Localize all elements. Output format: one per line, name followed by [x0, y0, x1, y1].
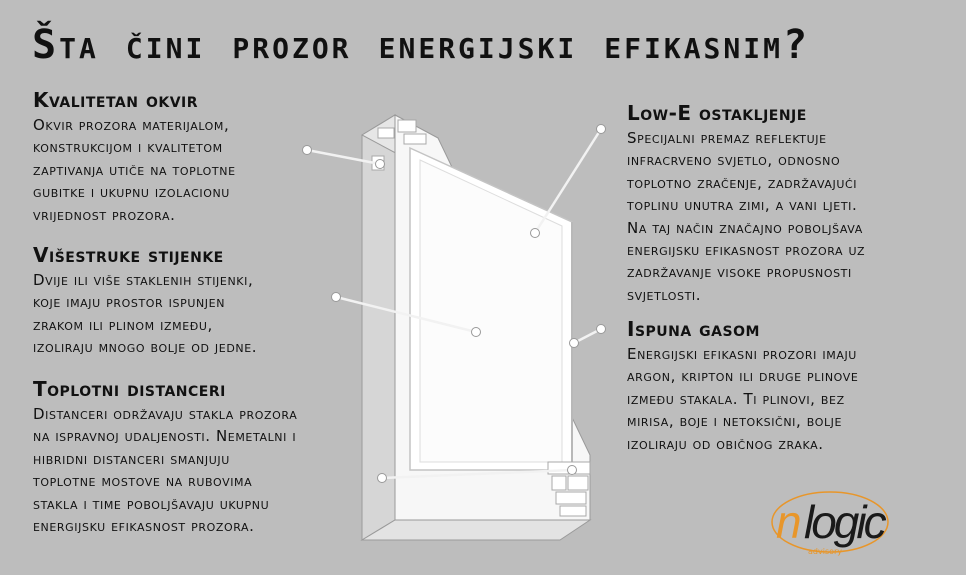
callout-dot	[332, 293, 341, 302]
section-line: Okvir prozora materijalom,	[33, 116, 230, 134]
section-line: toplotno zračenje, zadržavajući	[627, 173, 858, 192]
section-line: vrijednost prozora.	[33, 205, 176, 224]
section-line: hibridni distanceri smanjuju	[33, 449, 230, 468]
section-line: argon, kripton ili druge plinove	[627, 367, 859, 386]
callout-dot	[378, 474, 387, 483]
callout-line-low-e	[535, 129, 601, 233]
section-line: između stakala. Ti plinovi, bez	[627, 389, 845, 408]
section-heading: Kvalitetan okvir	[33, 88, 199, 112]
page-title: Šta čini prozor energijski efikasnim?	[32, 22, 811, 68]
logo-text: logic	[804, 496, 884, 548]
section-line: Distanceri održavaju stakla prozora	[33, 405, 298, 423]
section-heading: Višestruke stijenke	[33, 243, 224, 267]
section-line: stakla i time poboljšavaju ukupnu	[33, 494, 270, 513]
section-line: Dvije ili više staklenih stijenki,	[33, 271, 254, 289]
callout-dot	[531, 229, 540, 238]
nlogic-logo	[760, 470, 890, 560]
section-line: izoliraju od običnog zraka.	[627, 434, 824, 453]
section-line: izoliraju mnogo bolje od jedne.	[33, 338, 258, 357]
section-line: toplotne mostove na rubovima	[33, 472, 253, 491]
section-line: na ispravnoj udaljenosti. Nemetalni i	[33, 427, 297, 446]
section-line: koje imaju prostor ispunjen	[33, 293, 226, 312]
section-line: energijsku efikasnost prozora.	[33, 517, 255, 536]
section-line: gubitke i ukupnu izolacionu	[33, 183, 230, 202]
glass-pane-inner	[420, 160, 562, 462]
callout-dot	[570, 339, 579, 348]
callout-dot	[597, 125, 606, 134]
callout-dot	[303, 146, 312, 155]
section-line: mirisa, boje i netoksični, bolje	[627, 412, 843, 431]
logo-subtext: advisory	[808, 547, 843, 556]
section-heading: Low-E ostakljenje	[627, 101, 807, 125]
logo-n-letter: n	[776, 496, 800, 548]
section-line: svjetlosti.	[627, 285, 702, 304]
section-line: zaptivanja utiče na toplotne	[33, 160, 236, 179]
callout-dot	[376, 160, 385, 169]
section-line: infracrveno svjetlo, odnosno	[627, 151, 841, 170]
section-line: toplinu unutra zimi, a vani ljeti.	[627, 196, 858, 215]
section-line: Na taj način značajno poboljšava	[627, 218, 863, 237]
section-heading: Ispuna gasom	[627, 317, 760, 341]
callout-dot	[472, 328, 481, 337]
section-line: zadržavanje visoke propusnosti	[627, 263, 852, 282]
callout-dot	[597, 325, 606, 334]
section-line: Energijski efikasni prozori imaju	[627, 345, 857, 363]
frame-bottom-depth	[362, 520, 590, 540]
section-line: zrakom ili plinom između,	[33, 315, 213, 334]
callout-dot	[568, 466, 577, 475]
section-heading: Toplotni distanceri	[33, 377, 226, 401]
section-line: Specijalni premaz reflektuje	[627, 129, 827, 147]
section-line: konstrukcijom i kvalitetom	[33, 138, 223, 157]
section-line: energijsku efikasnost prozora uz	[627, 241, 866, 260]
